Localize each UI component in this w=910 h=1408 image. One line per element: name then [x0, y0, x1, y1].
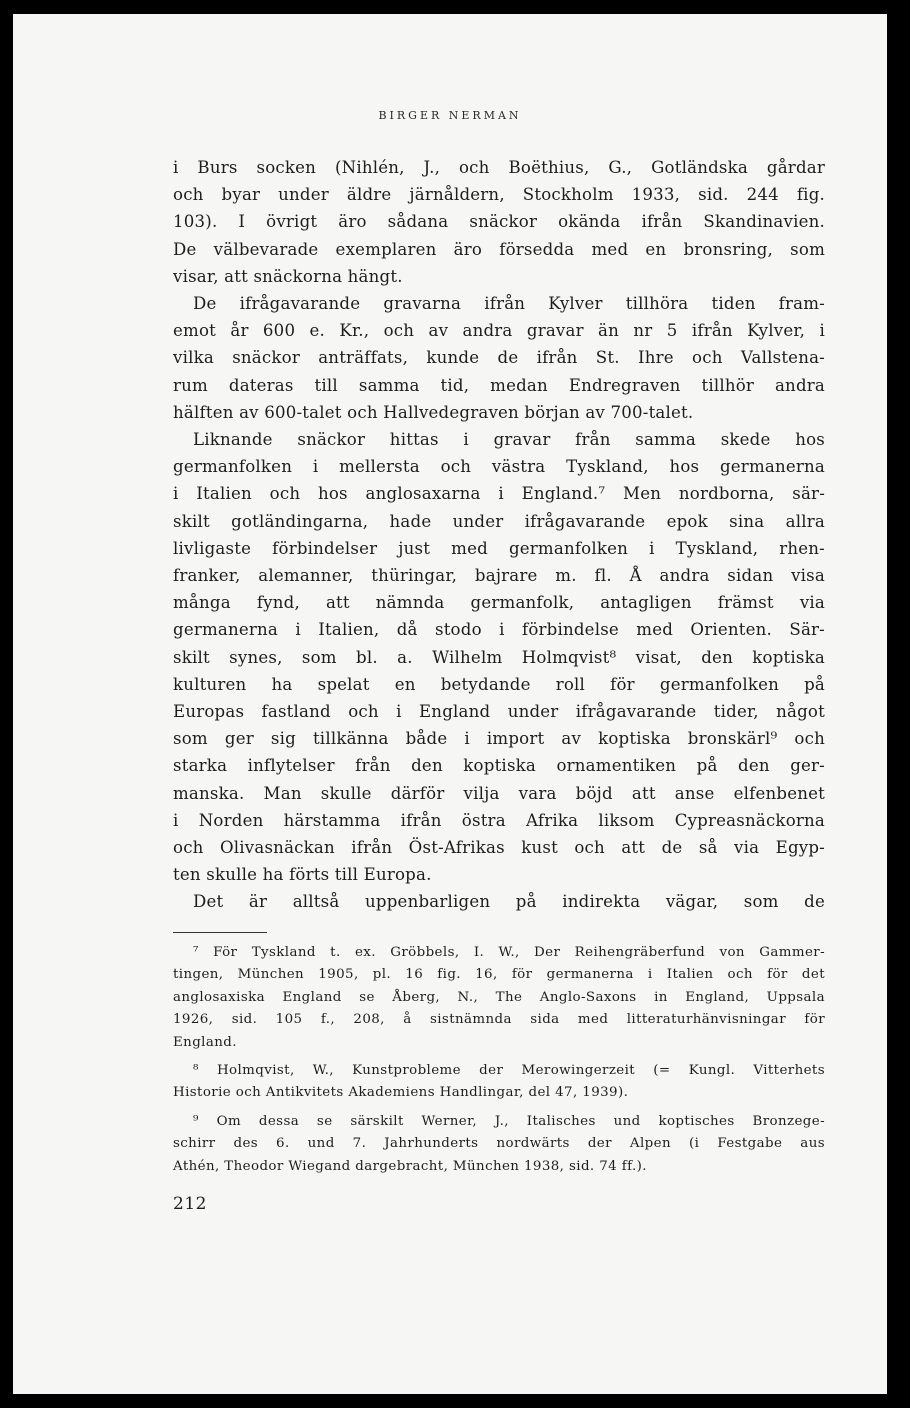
text-line: som ger sig tillkänna både i import av koptiska bronskärl⁹ och [173, 729, 825, 749]
text-line: skilt synes, som bl. a. Wilhelm Holmqvist⁸ visat, den koptiska [173, 647, 825, 667]
text-line: starka inflytelser från den koptiska ornamentiken på den ger- [173, 756, 825, 776]
footnote [173, 942, 825, 1054]
text-line: i Italien och hos anglosaxarna i England.⁷ Men nordborna, sär- [173, 484, 825, 504]
body-text [173, 154, 825, 916]
footnote-line: ⁹ Om dessa se särskilt Werner, J., Italisches und koptisches Bronzege- [193, 1113, 825, 1129]
text-line: visar, att snäckorna hängt. [173, 266, 403, 286]
text-line: ten skulle ha förts till Europa. [173, 865, 432, 885]
footnote-line: ⁷ För Tyskland t. ex. Gröbbels, I. W., Der Reihengräberfund von Gammer- [193, 945, 825, 960]
text-line: emot år 600 e. Kr., och av andra gravar än nr 5 ifrån Kylver, i [173, 321, 825, 341]
book-page [13, 14, 887, 1394]
text-line: hälften av 600-talet och Hallvedegraven början av 700-talet. [173, 402, 694, 422]
text-line: Det är alltså uppenbarligen på indirekta vägar, som de [193, 892, 825, 912]
footnote-line: ⁸ Holmqvist, W., Kunstprobleme der Merowingerzeit (= Kungl. Vitterhets [193, 1063, 825, 1079]
running-head: BIRGER NERMAN [378, 109, 522, 122]
paragraph [173, 426, 825, 888]
footnote-line: Historie och Antikvitets Akademiens Handlingar, del 47, 1939). [173, 1085, 629, 1101]
footnote [173, 1060, 825, 1105]
text-line: 103). I övrigt äro sådana snäckor okända ifrån Skandinavien. [173, 212, 825, 232]
footnote [173, 1111, 825, 1178]
footnote-line: tingen, München 1905, pl. 16 fig. 16, för germanerna i Italien och för det [173, 967, 825, 983]
text-line: germanfolken i mellersta och västra Tyskland, hos germanerna [173, 457, 825, 477]
footnote-line: 1926, sid. 105 f., 208, å sistnämnda sida med litteraturhänvisningar för [173, 1012, 825, 1028]
text-line: franker, alemanner, thüringar, bajrare m. fl. Å andra sidan visa [173, 566, 825, 586]
footnote-line: England. [173, 1034, 237, 1050]
text-line: Europas fastland och i England under ifrågavarande tider, något [173, 702, 825, 722]
text-line: vilka snäckor anträffats, kunde de ifrån St. Ihre och Vallstena- [173, 348, 825, 368]
text-line: och Olivasnäckan ifrån Öst-Afrikas kust och att de så via Egyp- [173, 838, 825, 858]
footnote-rule [173, 932, 267, 933]
page-number: 212 [173, 1194, 207, 1214]
text-line: Liknande snäckor hittas i gravar från samma skede hos [193, 430, 825, 450]
text-line: rum dateras till samma tid, medan Endregraven tillhör andra [173, 375, 825, 395]
footnote-line: Athén, Theodor Wiegand dargebracht, München 1938, sid. 74 ff.). [173, 1158, 647, 1174]
footnote-line: schirr des 6. und 7. Jahrhunderts nordwärts der Alpen (i Festgabe aus [173, 1136, 825, 1152]
paragraph [173, 888, 825, 915]
footnotes [173, 942, 825, 1184]
text-line: och byar under äldre järnåldern, Stockholm 1933, sid. 244 fig. [173, 185, 825, 205]
text-line: skilt gotländingarna, hade under ifrågavarande epok sina allra [173, 511, 825, 531]
text-line: De välbevarade exemplaren äro försedda med en bronsring, som [173, 239, 825, 259]
paragraph [173, 290, 825, 426]
text-line: många fynd, att nämnda germanfolk, antagligen främst via [173, 593, 825, 613]
text-line: De ifrågavarande gravarna ifrån Kylver tillhöra tiden fram- [193, 294, 825, 314]
text-line: livligaste förbindelser just med germanfolken i Tyskland, rhen- [173, 538, 825, 558]
footnote-line: anglosaxiska England se Åberg, N., The Anglo-Saxons in England, Uppsala [173, 989, 825, 1005]
paragraph [173, 154, 825, 290]
text-line: i Burs socken (Nihlén, J., och Boëthius, G., Gotländska gårdar [173, 158, 825, 177]
text-line: manska. Man skulle därför vilja vara böjd att anse elfenbenet [173, 783, 825, 803]
text-line: kulturen ha spelat en betydande roll för germanfolken på [173, 674, 825, 694]
text-line: germanerna i Italien, då stodo i förbindelse med Orienten. Sär- [173, 620, 825, 640]
text-line: i Norden härstamma ifrån östra Afrika liksom Cypreasnäckorna [173, 810, 825, 830]
